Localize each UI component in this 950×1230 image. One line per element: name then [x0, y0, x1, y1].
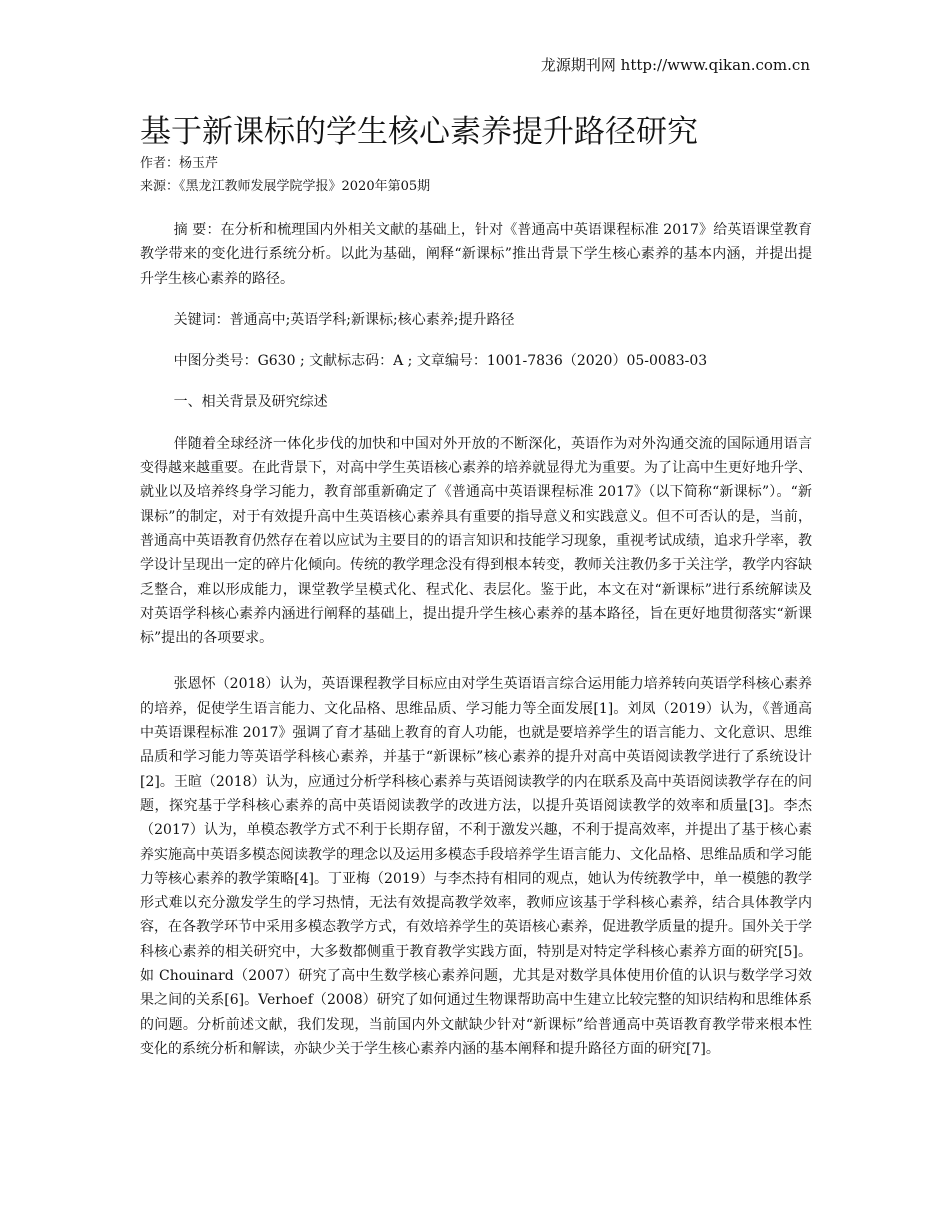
keywords: 关键词：普通高中;英语学科;新课标;核心素养;提升路径: [173, 311, 515, 328]
article-title: 基于新课标的学生核心素养提升路径研究: [140, 114, 698, 150]
article-body: [140, 218, 812, 1061]
body-paragraph-1: 伴随着全球经济一体化步伐的加快和中国对外开放的不断深化，英语作为对外沟通交流的国际通用语言变得越来越重要。在此背景下，对高中学生英语核心素养的培养就显得尤为重要。为了让高中生更好地升学、就业以及培养终身学习能力，教育部重新确定了《普通高中英语课程标准 2017》（以下简称“新课标”）。“新课标”的制定，对于有效提升高中生英语核心素养具有重要的指导意义和实践意义。但不可否认的是，当前，普通高中英语教育仍然存在着以应试为主要目的的语言知识和技能学习现象，重视考试成绩，追求升学率，教学设计呈现出一定的碎片化倾向。传统的教学理念没有得到根本转变，教师关注教仍多于关注学，教学内容缺乏整合，难以形成能力，课堂教学呈模式化、程式化、表层化。鉴于此，本文在对“新课标”进行系统解读及对英语学科核心素养内涵进行阐释的基础上，提出提升学生核心素养的基本路径，旨在更好地贯彻落实“新课标”提出的各项要求。: [140, 435, 812, 647]
article-source: 来源：《黑龙江教师发展学院学报》2020年第05期: [140, 179, 431, 194]
site-header: 龙源期刊网 http://www.qikan.com.cn: [540, 56, 810, 74]
abstract: 摘 要：在分析和梳理国内外相关文献的基础上，针对《普通高中英语课程标准 2017》给英语课堂教育教学带来的变化进行系统分析。以此为基础，阐释“新课标”推出背景下学生核心素养的基本内涵，并提出提升学生核心素养的路径。: [140, 222, 812, 287]
body-paragraph-2: 张恩怀（2018）认为，英语课程教学目标应由对学生英语语言综合运用能力培养转向英语学科核心素养的培养，促使学生语言能力、文化品格、思维品质、学习能力等全面发展[1]。刘凤（2019）认为，《普通高中英语课程标准 2017》强调了育才基础上教育的育人功能，也就是要培养学生的语言能力、文化意识、思维品质和学习能力等英语学科核心素养，并基于“新课标”核心素养的提升对高中英语阅读教学进行了系统设计[2]。王暄（2018）认为，应通过分析学科核心素养与英语阅读教学的内在联系及高中英语阅读教学存在的问题，探究基于学科核心素养的高中英语阅读教学的改进方法，以提升英语阅读教学的效率和质量[3]。李杰（2017）认为，单模态教学方式不利于长期存留，不利于激发兴趣，不利于提高效率，并提出了基于核心素养实施高中英语多模态阅读教学的理念以及运用多模态手段培养学生语言能力、文化品格、思维品质和学习能力等核心素养的教学策略[4]。丁亚梅（2019）与李杰持有相同的观点，她认为传统教学中，单一模態的教学形式难以充分激发学生的学习热情，无法有效提高教学效率，教师应该基于学科核心素养，结合具体教学内容，在各教学环节中采用多模态教学方式，有效培养学生的英语核心素养，促进教学质量的提升。国外关于学科核心素养的相关研究中，大多数都侧重于教育教学实践方面，特别是对特定学科核心素养方面的研究[5]。如 Chouinard（2007）研究了高中生数学核心素养问题，尤其是对数学具体使用价值的认识与数学学习效果之间的关系[6]。Verhoef（2008）研究了如何通过生物课帮助高中生建立比较完整的知识结构和思维体系的问题。分析前述文献，我们发现，当前国内外文献缺少针对“新课标”给普通高中英语教育教学带来根本性变化的系统分析和解读，亦缺少关于学生核心素养内涵的基本阐释和提升路径方面的研究[7]。: [140, 676, 812, 1057]
section-heading: 一、相关背景及研究综述: [173, 394, 328, 411]
article-author: 作者：杨玉芹: [140, 156, 219, 171]
classification-info: 中图分类号：G630 ; 文献标志码：A ; 文章编号：1001-7836（2020）05-0083-03: [173, 353, 708, 370]
